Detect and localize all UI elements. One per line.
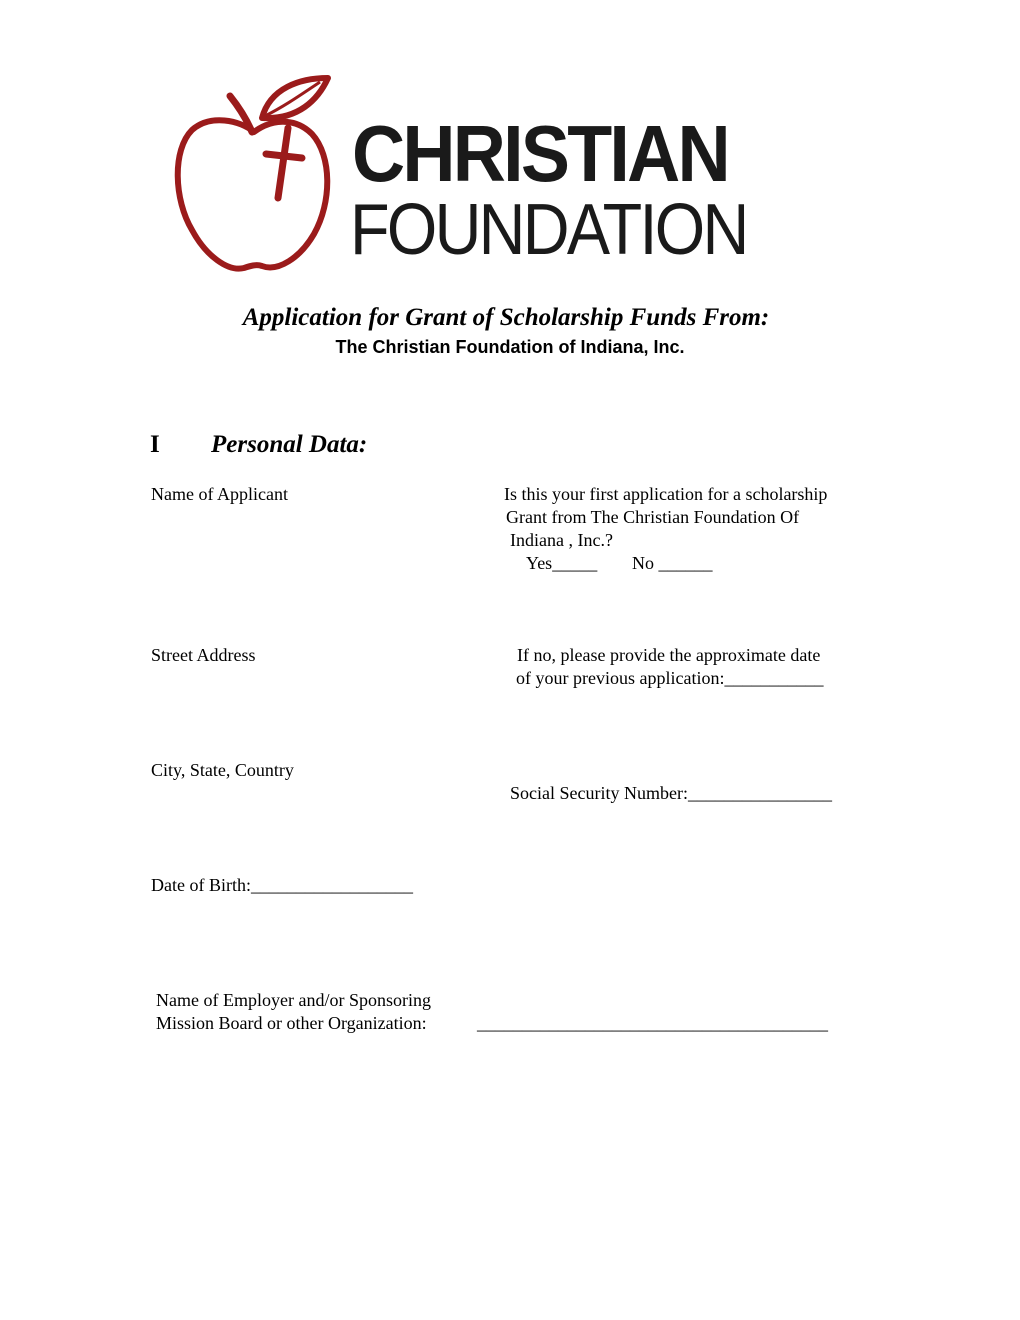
employer-label-line2: Mission Board or other Organization: [156, 1013, 427, 1033]
foundation-logo [170, 70, 810, 280]
employer-field[interactable]: _______________________________________ [477, 1013, 828, 1033]
city-state-country-label: City, State, Country [151, 760, 294, 780]
first-application-question-line2: Grant from The Christian Foundation Of [506, 507, 800, 527]
logo-wordmark-line2: FOUNDATION [350, 190, 747, 270]
name-of-applicant-label: Name of Applicant [151, 484, 288, 504]
logo-wordmark-line1: CHRISTIAN [352, 109, 728, 198]
first-application-no-field[interactable]: No ______ [632, 553, 713, 573]
first-application-question-line3: Indiana , Inc.? [510, 530, 613, 550]
first-application-question-line1: Is this your first application for a scholarship [504, 484, 828, 504]
page-title: Application for Grant of Scholarship Funds From: [242, 304, 770, 331]
first-application-yes-field[interactable]: Yes_____ [526, 553, 598, 573]
section-number: I [150, 431, 160, 458]
section-title: Personal Data: [211, 431, 368, 458]
previous-application-date-field[interactable]: of your previous application:___________ [516, 668, 824, 688]
street-address-label: Street Address [151, 645, 256, 665]
ssn-field[interactable]: Social Security Number:________________ [510, 783, 832, 803]
page-subtitle: The Christian Foundation of Indiana, Inc. [335, 337, 685, 357]
employer-label-line1: Name of Employer and/or Sponsoring [156, 990, 431, 1010]
previous-application-line1: If no, please provide the approximate date [517, 645, 821, 665]
apple-cross-icon [170, 70, 340, 280]
date-of-birth-field[interactable]: Date of Birth:__________________ [151, 875, 413, 895]
